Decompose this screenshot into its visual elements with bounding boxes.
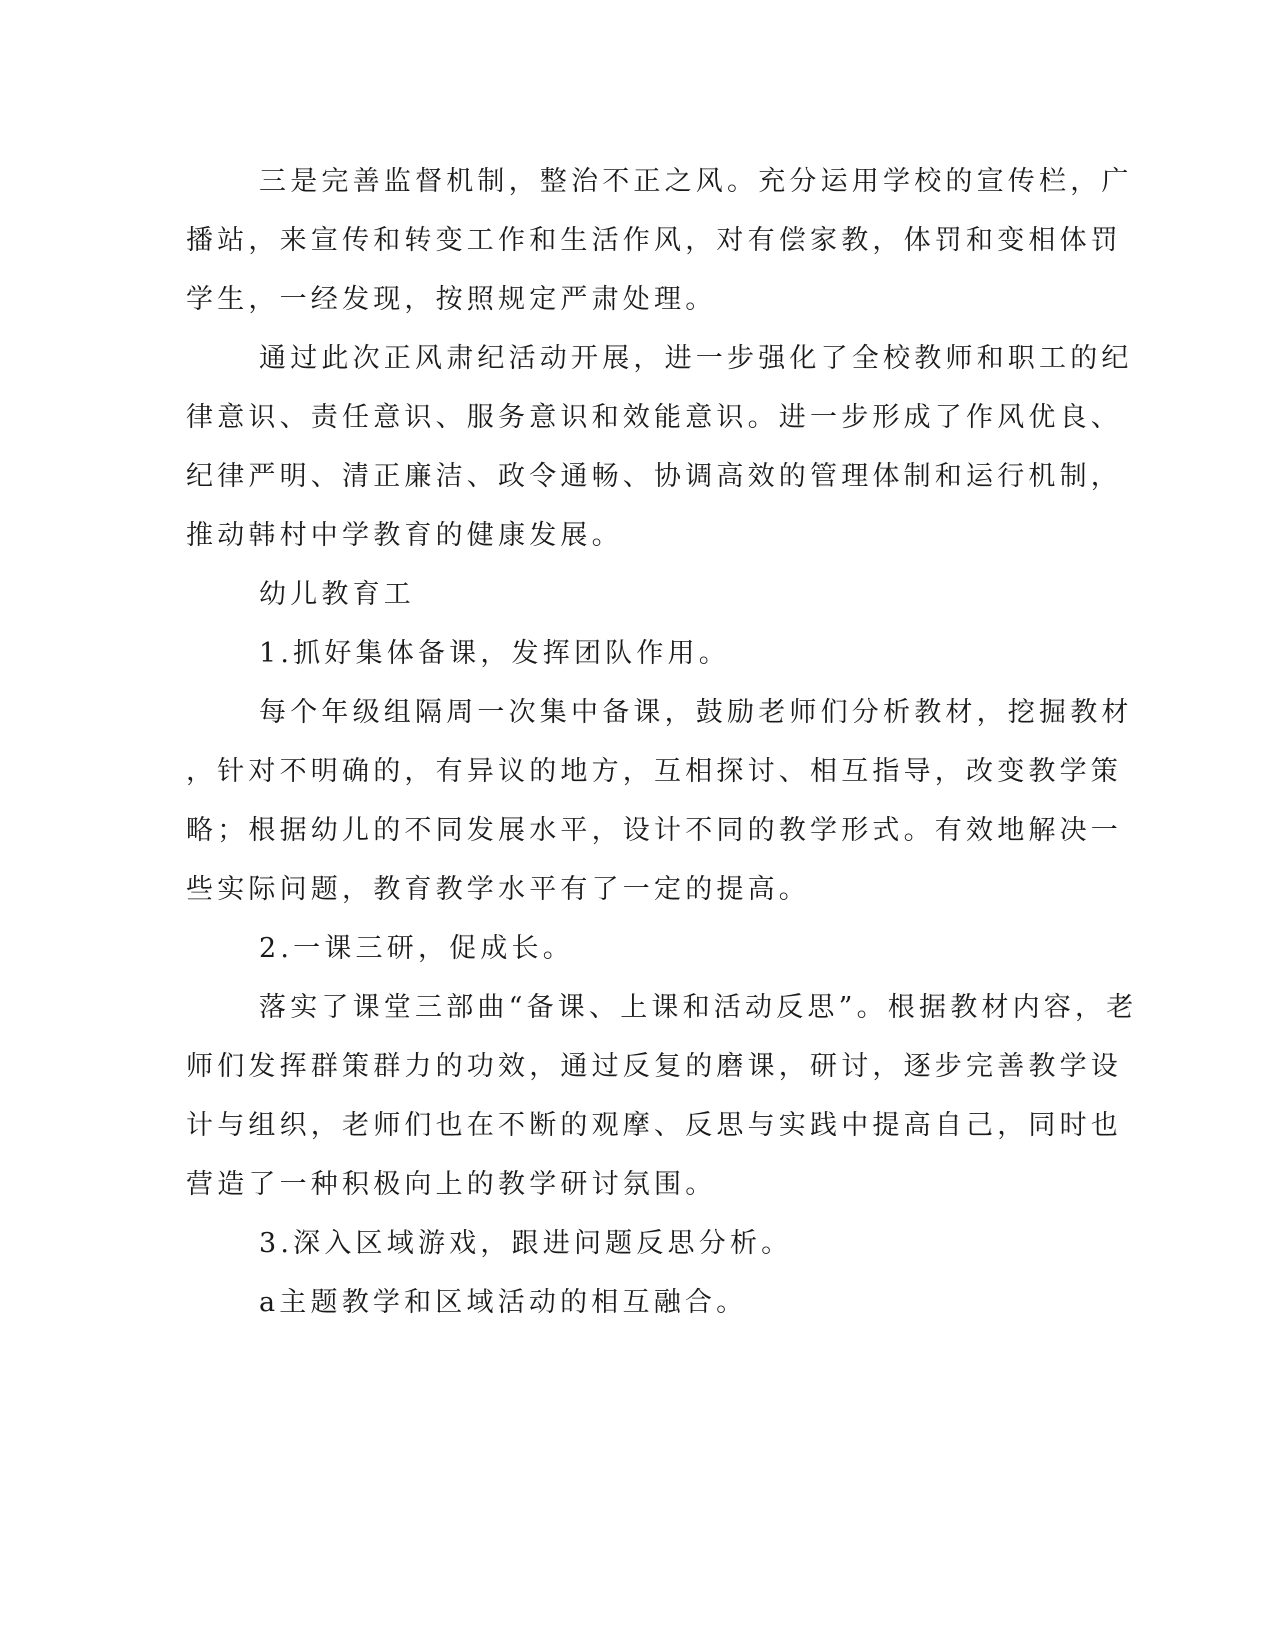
paragraph-line: 通过此次正风肃纪活动开展，进一步强化了全校教师和职工的纪 <box>259 343 1133 374</box>
list-heading: 3.深入区域游戏，跟进问题反思分析。 <box>259 1228 793 1259</box>
list-subheading: a主题教学和区域活动的相互融合。 <box>259 1287 748 1318</box>
paragraph-line: 每个年级组隔周一次集中备课，鼓励老师们分析教材，挖掘教材 <box>259 697 1133 728</box>
list-heading: 2.一课三研，促成长。 <box>259 933 574 964</box>
paragraph-line: 三是完善监督机制，整治不正之风。充分运用学校的宣传栏，广 <box>259 166 1133 197</box>
paragraph-line: 纪律严明、清正廉洁、政令通畅、协调高效的管理体制和运行机制， <box>186 461 1122 492</box>
paragraph-line: 计与组织，老师们也在不断的观摩、反思与实践中提高自己，同时也 <box>186 1110 1122 1141</box>
list-heading: 1.抓好集体备课，发挥团队作用。 <box>259 638 730 669</box>
paragraph-line: ，针对不明确的，有异议的地方，互相探讨、相互指导，改变教学策 <box>186 756 1122 787</box>
paragraph-line: 师们发挥群策群力的功效，通过反复的磨课，研讨，逐步完善教学设 <box>186 1051 1122 1082</box>
paragraph-line: 律意识、责任意识、服务意识和效能意识。进一步形成了作风优良、 <box>186 402 1122 433</box>
paragraph-line: 学生，一经发现，按照规定严肃处理。 <box>186 284 717 315</box>
paragraph-line: 落实了课堂三部曲“备课、上课和活动反思”。根据教材内容，老 <box>259 992 1138 1023</box>
paragraph-line: 略；根据幼儿的不同发展水平，设计不同的教学形式。有效地解决一 <box>186 815 1122 846</box>
section-heading: 幼儿教育工 <box>259 579 415 610</box>
paragraph-line: 些实际问题，教育教学水平有了一定的提高。 <box>186 874 810 905</box>
paragraph-line: 推动韩村中学教育的健康发展。 <box>186 520 623 551</box>
paragraph-line: 播站，来宣传和转变工作和生活作风，对有偿家教，体罚和变相体罚 <box>186 225 1122 256</box>
paragraph-line: 营造了一种积极向上的教学研讨氛围。 <box>186 1169 717 1200</box>
